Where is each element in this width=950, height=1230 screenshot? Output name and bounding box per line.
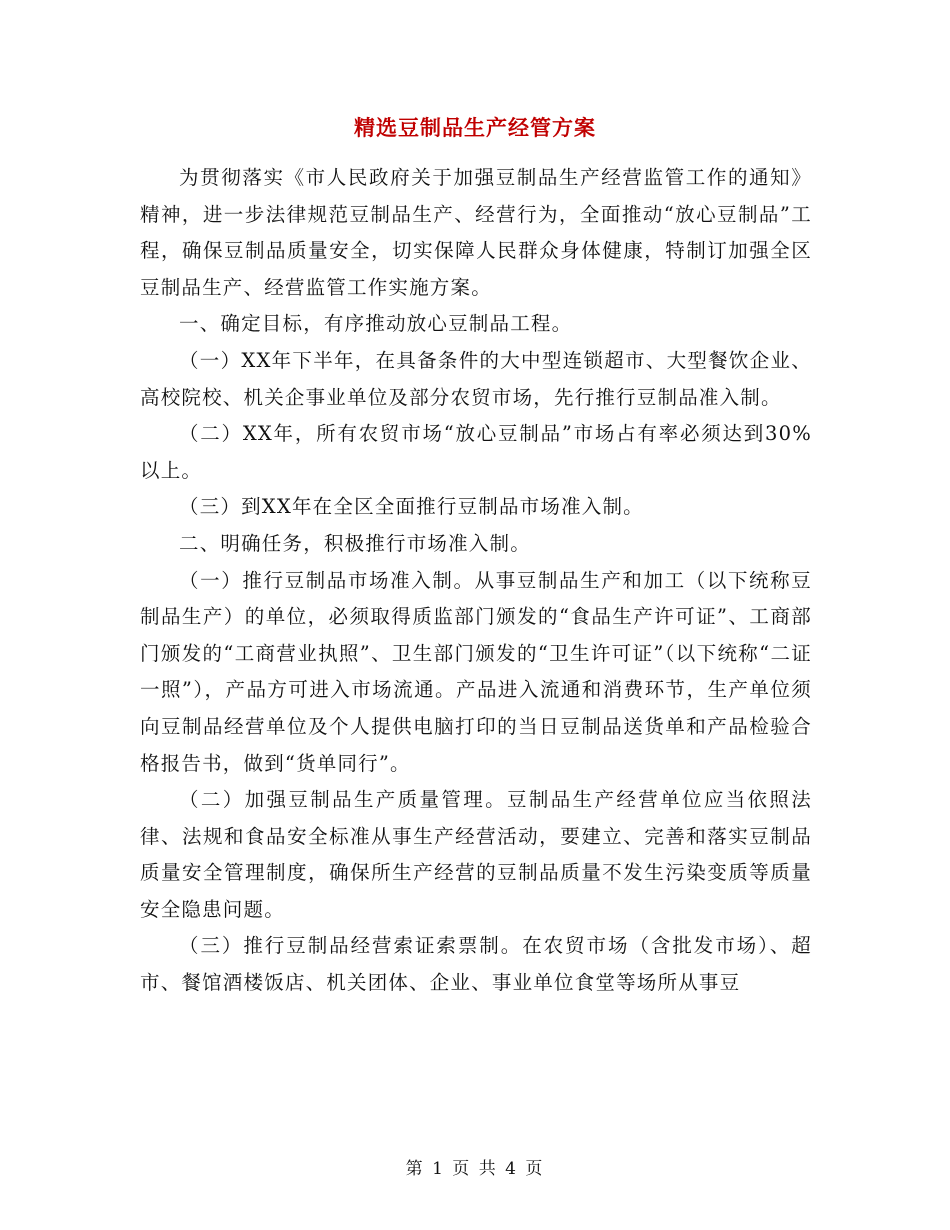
page-footer: 第 1 页 共 4 页	[405, 1159, 545, 1179]
paragraph: （一）推行豆制品市场准入制。从事豆制品生产和加工（以下统称豆制品生产）的单位，必须取得质监部门颁发的“食品生产许可证”、工商部门颁发的“工商营业执照”、卫生部门颁发的“卫生许可证”（以下统称“二证一照”），产品方可进入市场流通。产品进入流通和消费环节，生产单位须向豆制品经营单位及个人提供电脑打印的当日豆制品送货单和产品检验合格报告书，做到“货单同行”。	[140, 568, 812, 775]
section-heading: 一、确定目标，有序推动放心豆制品工程。	[179, 312, 573, 336]
paragraph: （三）到XX年在全区全面推行豆制品市场准入制。	[179, 495, 644, 519]
paragraph: 为贯彻落实《市人民政府关于加强豆制品生产经营监管工作的通知》精神，进一步法律规范豆制品生产、经营行为，全面推动“放心豆制品”工程，确保豆制品质量安全，切实保障人民群众身体健康，特制订加强全区豆制品生产、经营监管工作实施方案。	[140, 166, 812, 299]
paragraph: （三）推行豆制品经营索证索票制。在农贸市场（含批发市场）、超市、餐馆酒楼饭店、机关团体、企业、事业单位食堂等场所从事豆	[140, 934, 812, 995]
section-heading: 二、明确任务，积极推行市场准入制。	[179, 531, 531, 555]
document-title: 精选豆制品生产经管方案	[354, 115, 596, 140]
paragraph: （一）XX年下半年，在具备条件的大中型连锁超市、大型餐饮企业、高校院校、机关企事业单位及部分农贸市场，先行推行豆制品准入制。	[140, 348, 812, 409]
document-body	[140, 160, 812, 1002]
paragraph: （二）加强豆制品生产质量管理。豆制品生产经营单位应当依照法律、法规和食品安全标准从事生产经营活动，要建立、完善和落实豆制品质量安全管理制度，确保所生产经营的豆制品质量不发生污染变质等质量安全隐患问题。	[140, 788, 812, 921]
paragraph: （二）XX年，所有农贸市场“放心豆制品”市场占有率必须达到30%以上。	[140, 422, 812, 482]
